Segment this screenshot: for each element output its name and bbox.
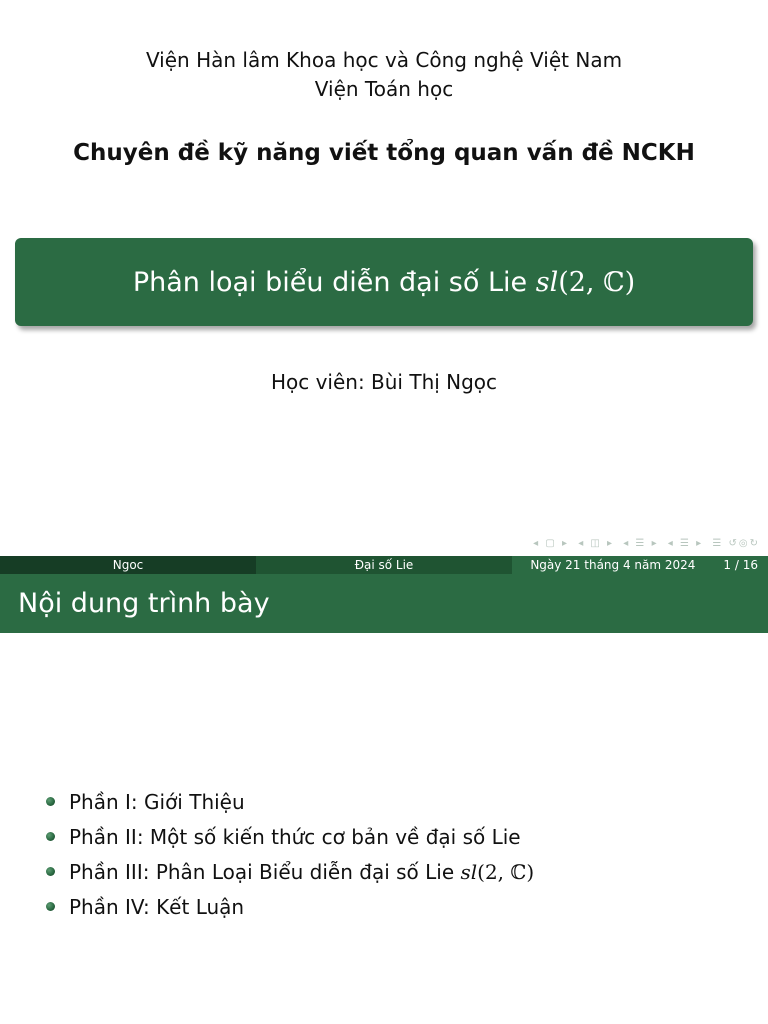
- footer-page-number: 1 / 16: [723, 558, 758, 572]
- list-item: [46, 819, 534, 854]
- list-item-text: Phần II: Một số kiến thức cơ bản về đại số Lie: [69, 824, 521, 849]
- institute-block: [0, 46, 768, 104]
- list-item: [46, 784, 534, 819]
- bullet-icon: [46, 797, 55, 806]
- footer-date: Ngày 21 tháng 4 năm 2024: [530, 558, 696, 572]
- list-item-text: Phần I: Giới Thiệu: [69, 789, 245, 814]
- nav-subsection-icon[interactable]: ◂ ◫ ▸: [578, 538, 615, 549]
- footer-short-title: Đại số Lie: [256, 556, 512, 574]
- bullet-icon: [46, 832, 55, 841]
- nav-frame-icon[interactable]: ◂ ▢ ▸: [533, 538, 569, 549]
- list-item: [46, 854, 534, 889]
- frame-title: Nội dung trình bày: [0, 574, 768, 633]
- list-item-math-sl: sl: [460, 859, 478, 884]
- nav-doc-icon[interactable]: ◂ ☰ ▸: [667, 538, 704, 549]
- nav-search-icon[interactable]: ☰ ↺◎↻: [712, 538, 760, 549]
- list-item-math-args: (2, ℂ): [477, 859, 535, 884]
- bullet-icon: [46, 902, 55, 911]
- title-math-args: (2, ℂ): [558, 266, 636, 298]
- bullet-icon: [46, 867, 55, 876]
- list-item-text: Phần III: Phân Loại Biểu diễn đại số Lie: [69, 859, 461, 884]
- footer-author: Ngoc: [0, 556, 256, 574]
- title-math-sl: sl: [535, 266, 559, 298]
- footer-bar: [0, 556, 768, 574]
- nav-section-icon[interactable]: ◂ ☰ ▸: [623, 538, 659, 549]
- title-text: Phân loại biểu diễn đại số Lie: [132, 266, 536, 298]
- topic-heading: Chuyên đề kỹ năng viết tổng quan vấn đề NCKH: [73, 140, 695, 166]
- institute-sub: Viện Toán học: [314, 77, 454, 101]
- institute-name: Viện Hàn lâm Khoa học và Công nghệ Việt Nam: [145, 48, 623, 72]
- beamer-nav-symbols[interactable]: [529, 538, 760, 549]
- list-item: [46, 889, 534, 924]
- footer-date-page: [512, 556, 768, 574]
- student-name: Học viên: Bùi Thị Ngọc: [270, 370, 498, 394]
- list-item-text: Phần IV: Kết Luận: [69, 894, 245, 919]
- title-box: [15, 238, 753, 326]
- outline-list: [46, 784, 534, 924]
